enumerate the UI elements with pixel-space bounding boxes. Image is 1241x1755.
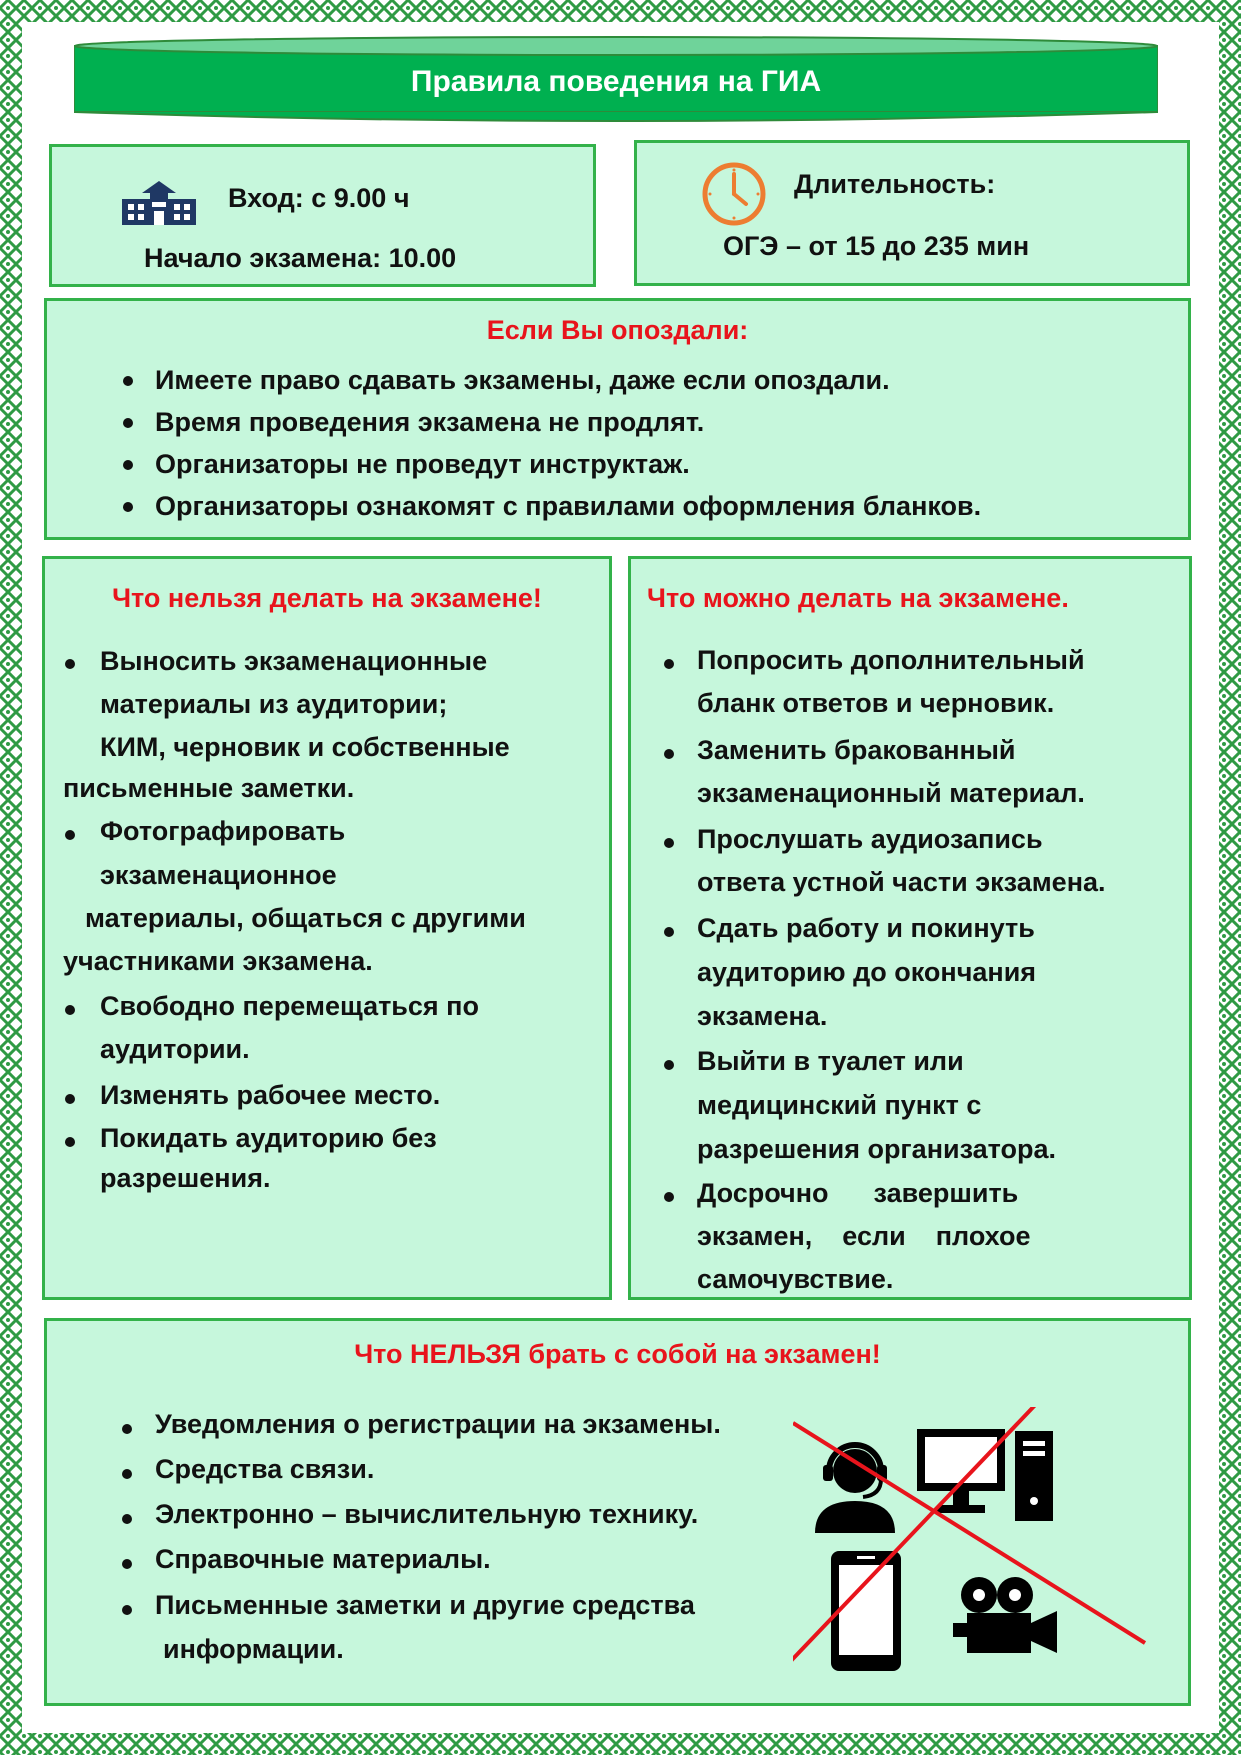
prohibited-item-text: Средства связи.: [155, 1454, 375, 1484]
bullet-icon: [664, 838, 674, 848]
bullet-icon: [65, 1137, 75, 1147]
late-list: [155, 359, 1175, 527]
forbidden-item-text: разрешения.: [100, 1163, 271, 1193]
forbidden-item-text: письменные заметки.: [63, 773, 355, 803]
bullet-icon: [122, 1559, 132, 1569]
duration-label: Длительность:: [794, 169, 996, 199]
allowed-item-text: Прослушать аудиозапись: [697, 824, 1043, 854]
prohibited-item-text: Электронно – вычислительную технику.: [155, 1499, 699, 1529]
bullet-icon: [664, 1060, 674, 1070]
clock-icon: [701, 161, 767, 227]
exam-start-time: Начало экзамена: 10.00: [144, 243, 457, 273]
bullet-icon: [664, 927, 674, 937]
list-item-text: Имеете право сдавать экзамены, даже если опоздали.: [155, 365, 890, 395]
page-title: Правила поведения на ГИА: [410, 65, 822, 98]
allowed-item-text: экзамена.: [697, 1001, 828, 1031]
allowed-item-text: разрешения организатора.: [697, 1134, 1057, 1164]
forbidden-item-text: Выносить экзаменационные: [100, 646, 488, 676]
title-banner: [74, 36, 1158, 122]
bullet-icon: [123, 376, 133, 386]
bullet-icon: [122, 1469, 132, 1479]
forbidden-item-text: материалы, общаться с другими: [85, 903, 526, 933]
forbidden-item-text: Покидать аудиторию без: [100, 1123, 437, 1153]
allowed-heading: Что можно делать на экзамене.: [647, 583, 1069, 613]
forbidden-item-text: КИМ, черновик и собственные: [100, 732, 510, 762]
bullet-icon: [65, 1005, 75, 1015]
allowed-item-text: экзамен, если плохое: [697, 1221, 1031, 1251]
allowed-item-text: Заменить бракованный: [697, 735, 1016, 765]
prohibited-items-box: [44, 1318, 1191, 1706]
bullet-icon: [123, 502, 133, 512]
list-item: [155, 401, 1175, 443]
forbidden-item-text: Фотографировать: [100, 816, 346, 846]
forbidden-item-text: Свободно перемещаться по: [100, 991, 479, 1021]
allowed-item-text: Досрочно завершить: [697, 1178, 1019, 1208]
allowed-item-text: экзаменационный материал.: [697, 778, 1085, 808]
allowed-item-text: Попросить дополнительный: [697, 645, 1085, 675]
allowed-item-text: самочувствие.: [697, 1264, 894, 1294]
school-building-icon: [120, 179, 198, 227]
list-item: [155, 359, 1175, 401]
allowed-item-text: бланк ответов и черновик.: [697, 688, 1055, 718]
prohibited-item-text: Справочные материалы.: [155, 1544, 491, 1574]
forbidden-heading: Что нельзя делать на экзамене!: [112, 583, 542, 613]
entry-time: Вход: с 9.00 ч: [228, 183, 410, 213]
allowed-item-text: Выйти в туалет или: [697, 1046, 964, 1076]
list-item: [155, 485, 1175, 527]
duration-value: ОГЭ – от 15 до 235 мин: [723, 231, 1030, 261]
list-item-text: Организаторы не проведут инструктаж.: [155, 449, 690, 479]
bullet-icon: [65, 830, 75, 840]
bullet-icon: [664, 749, 674, 759]
bullet-icon: [123, 418, 133, 428]
allowed-item-text: ответа устной части экзамена.: [697, 867, 1106, 897]
late-arrival-box: [44, 298, 1191, 540]
red-cross-icon: [793, 1407, 1153, 1677]
forbidden-item-text: участниками экзамена.: [63, 946, 373, 976]
allowed-item-text: медицинский пункт с: [697, 1090, 982, 1120]
bullet-icon: [65, 1094, 75, 1104]
bullet-icon: [664, 659, 674, 669]
entry-time-box: [49, 144, 596, 287]
list-item-text: Организаторы ознакомят с правилами оформления бланков.: [155, 491, 982, 521]
prohibited-item-text: Письменные заметки и другие средства: [155, 1590, 695, 1620]
prohibited-item-text: информации.: [163, 1634, 344, 1664]
bullet-icon: [664, 1192, 674, 1202]
bullet-icon: [122, 1424, 132, 1434]
forbidden-item-text: экзаменационное: [100, 860, 337, 890]
allowed-item-text: Сдать работу и покинуть: [697, 913, 1035, 943]
forbidden-item-text: аудитории.: [100, 1034, 250, 1064]
prohibited-item-text: Уведомления о регистрации на экзамены.: [155, 1409, 721, 1439]
late-heading: Если Вы опоздали:: [486, 315, 749, 345]
bullet-icon: [122, 1514, 132, 1524]
forbidden-item-text: материалы из аудитории;: [100, 689, 448, 719]
forbidden-item-text: Изменять рабочее место.: [100, 1080, 441, 1110]
prohibited-devices-illustration: [793, 1407, 1153, 1677]
forbidden-actions-box: [42, 556, 612, 1300]
list-item: [155, 443, 1175, 485]
bullet-icon: [123, 460, 133, 470]
allowed-actions-box: [628, 556, 1192, 1300]
list-item-text: Время проведения экзамена не продлят.: [155, 407, 705, 437]
bullet-icon: [122, 1605, 132, 1615]
prohibited-heading: Что НЕЛЬЗЯ брать с собой на экзамен!: [354, 1339, 881, 1369]
allowed-item-text: аудиторию до окончания: [697, 957, 1037, 987]
bullet-icon: [65, 659, 75, 669]
duration-box: [634, 140, 1190, 286]
